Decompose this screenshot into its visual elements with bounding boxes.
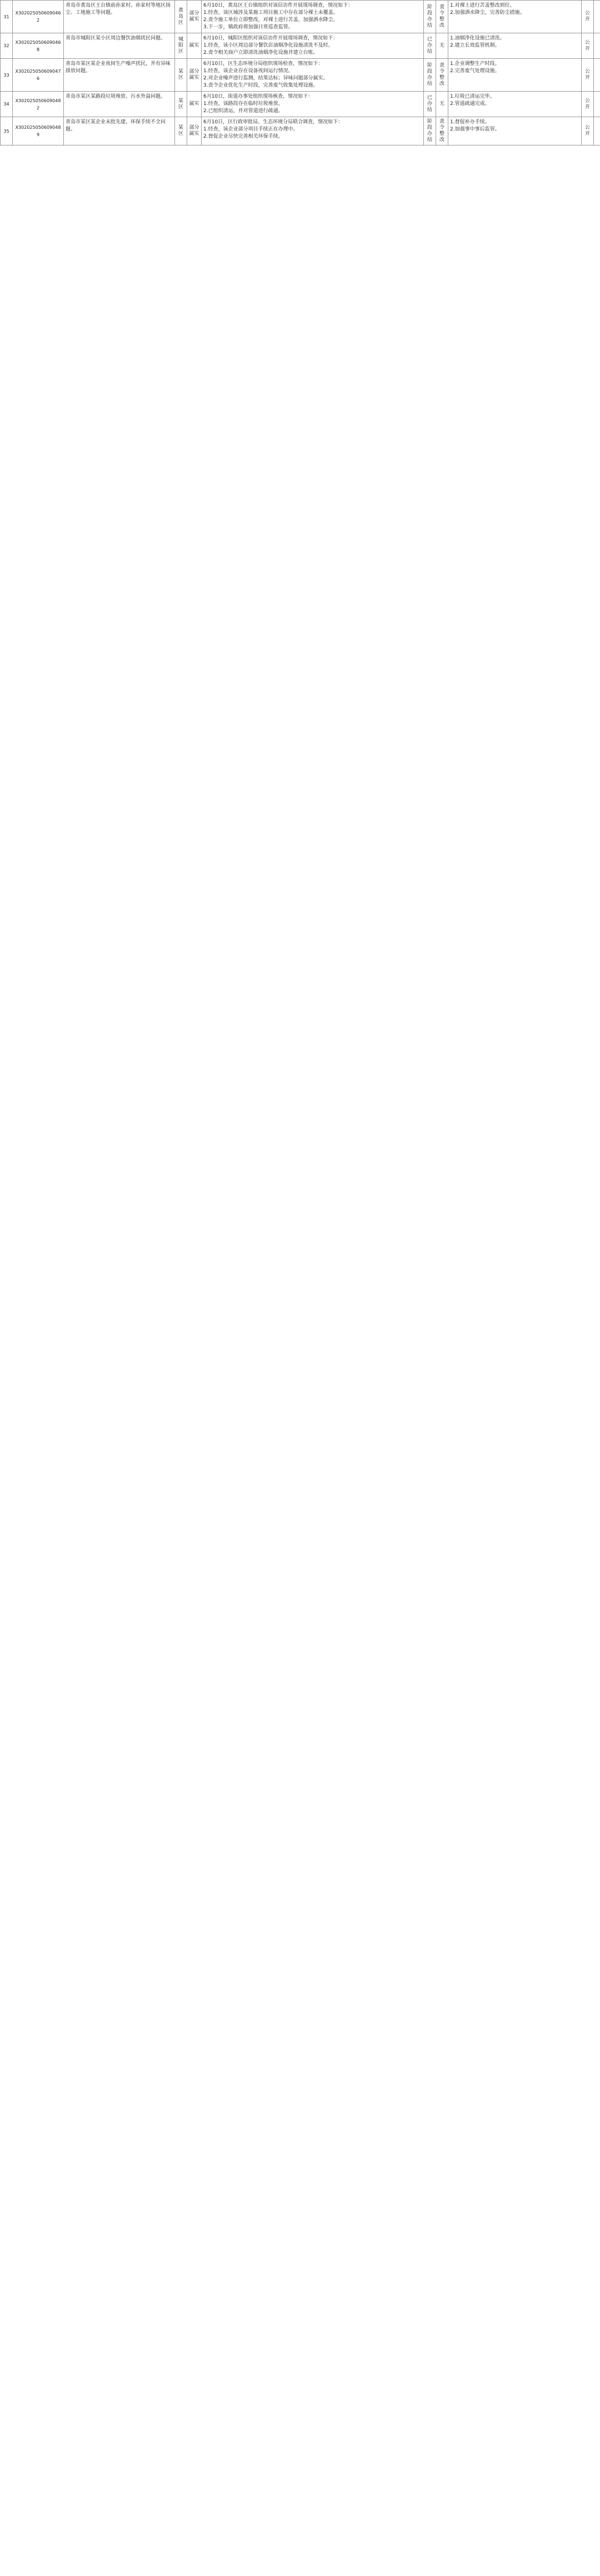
details (202, 117, 424, 145)
district: 黄岛区 (175, 1, 187, 33)
filler (594, 92, 600, 117)
result-line: 2.完善废气处理设施。 (450, 68, 500, 74)
details-line: 1.经查，该企业存在设备夜间运行情况。 (203, 68, 293, 74)
details-line: 1.经查，该企业部分项目手续正在办理中。 (203, 127, 298, 132)
result (448, 59, 582, 92)
table-row (1, 117, 600, 145)
accountability: 责令整改 (436, 59, 448, 92)
case-code: X3020250506090489 (13, 117, 64, 145)
verified: 属实 (187, 92, 202, 117)
case-code: X3020250506090482 (13, 92, 64, 117)
result-line: 2.加强洒水降尘，完善防尘措施。 (450, 10, 525, 16)
details (202, 33, 424, 59)
disclosure: 公开 (582, 1, 594, 33)
details-line: 6月10日，黄岛区王台镇组织对该信访件开展现场调查，情况如下： (203, 3, 353, 8)
result-line: 1.对裸土进行苫盖整改到位。 (450, 3, 515, 8)
result-line: 1.油烟净化设施已清洗。 (450, 36, 505, 41)
district: 某区 (175, 59, 187, 92)
complaint-text: 青岛市黄岛区王台镇前孙家村、孙家村等地区扬尘、工地施工等问题。 (64, 1, 175, 33)
details-line: 6月10日，区生态环境分局组织现场检查，情况如下： (203, 61, 323, 67)
case-code: X3020250506090468 (13, 33, 64, 59)
accountability: 无 (436, 92, 448, 117)
details-line: 1.经查，该区域涉及某施工项目施工中存在部分裸土未覆盖。 (203, 10, 338, 16)
filler (594, 1, 600, 33)
details (202, 59, 424, 92)
complaint-text: 青岛市城阳区某小区周边餐饮油烟扰民问题。 (64, 33, 175, 59)
status: 阶段办结 (424, 59, 436, 92)
district: 城阳区 (175, 33, 187, 59)
complaint-text: 青岛市某区某企业未批先建、环保手续不全问题。 (64, 117, 175, 145)
details-line: 3.责令企业优化生产时段，完善废气收集处理设施。 (203, 83, 318, 88)
status: 阶段办结 (424, 1, 436, 33)
table-row (1, 1, 600, 33)
details-line: 1.经查，该小区周边部分餐饮店油烟净化设施清洗不及时。 (203, 43, 333, 48)
result-line: 2.加强事中事后监管。 (450, 127, 500, 132)
accountability: 责令整改 (436, 117, 448, 145)
district: 某区 (175, 92, 187, 117)
details-line: 2.督促企业尽快完善相关环保手续。 (203, 134, 283, 139)
details-line: 2.责令相关商户立即清洗油烟净化设施并建立台账。 (203, 50, 318, 56)
result (448, 92, 582, 117)
result-line: 1.企业调整生产时段。 (450, 61, 500, 67)
filler (594, 33, 600, 59)
row-index: 35 (1, 117, 13, 145)
result (448, 33, 582, 59)
result-line: 2.建立长效监管机制。 (450, 43, 500, 48)
case-code: X3020250506090462 (13, 1, 64, 33)
details-line: 3.下一步，镇政府将加强日常巡查监管。 (203, 24, 293, 30)
details-line: 6月10日，街道办事处组织现场核查，情况如下： (203, 94, 313, 99)
verified: 部分属实 (187, 59, 202, 92)
disclosure: 公开 (582, 33, 594, 59)
accountability: 责令整改 (436, 1, 448, 33)
row-index: 31 (1, 1, 13, 33)
details-line: 1.经查，该路段存在临时垃圾堆放。 (203, 101, 283, 107)
disclosure: 公开 (582, 92, 594, 117)
result-line: 2.管道疏通完成。 (450, 101, 490, 107)
details-line: 2.已组织清运，并对管道进行疏通。 (203, 108, 283, 114)
result-line: 1.垃圾已清运完毕。 (450, 94, 495, 99)
table-row (1, 33, 600, 59)
details (202, 1, 424, 33)
table-row (1, 59, 600, 92)
result (448, 1, 582, 33)
case-code: X3020250506090476 (13, 59, 64, 92)
details-line: 6月10日，区行政审批局、生态环境分局联合调查，情况如下： (203, 119, 343, 125)
result (448, 117, 582, 145)
disclosure: 公开 (582, 59, 594, 92)
disclosure: 公开 (582, 117, 594, 145)
district: 某区 (175, 117, 187, 145)
complaint-text: 青岛市某区某企业夜间生产噪声扰民，并有异味排放问题。 (64, 59, 175, 92)
row-index: 33 (1, 59, 13, 92)
accountability: 无 (436, 33, 448, 59)
row-index: 34 (1, 92, 13, 117)
verified: 部分属实 (187, 1, 202, 33)
details (202, 92, 424, 117)
filler (594, 117, 600, 145)
status: 阶段办结 (424, 117, 436, 145)
row-index: 32 (1, 33, 13, 59)
filler (594, 59, 600, 92)
status: 已办结 (424, 92, 436, 117)
complaint-text: 青岛市某区某路段垃圾堆放、污水外溢问题。 (64, 92, 175, 117)
result-line: 1.督促补办手续。 (450, 119, 490, 125)
details-line: 2.责令施工单位立即整改，对裸土进行苫盖，加强洒水降尘。 (203, 17, 338, 23)
table-row (1, 92, 600, 117)
details-line: 6月10日，城阳区组织对该信访件开展现场调查，情况如下： (203, 36, 338, 41)
verified: 属实 (187, 33, 202, 59)
complaint-table (0, 0, 600, 145)
status: 已办结 (424, 33, 436, 59)
details-line: 2.对企业噪声进行监测，结果达标；异味问题部分属实。 (203, 76, 328, 81)
verified: 部分属实 (187, 117, 202, 145)
